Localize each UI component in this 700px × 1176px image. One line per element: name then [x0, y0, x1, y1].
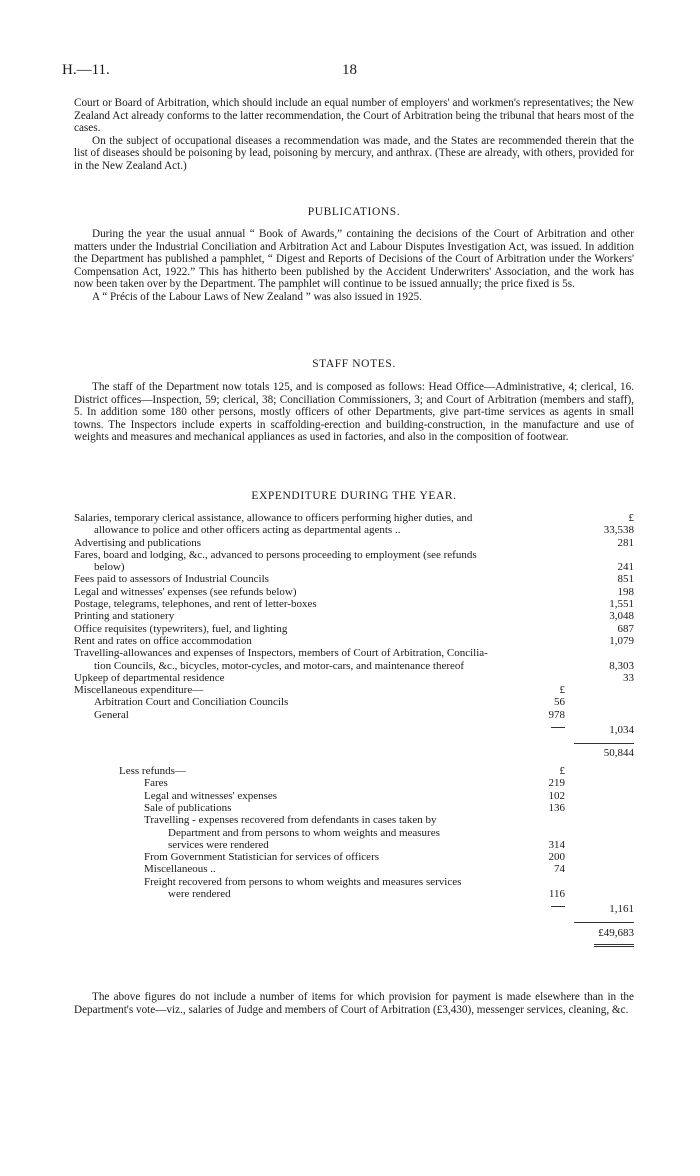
intro-paragraph-1: Court or Board of Arbitration, which should include an equal number of employers' and workmen's representatives; the New Zealand Act already conforms to the latter recommendation, the Court of Arbitration being the tribunal that hears most of the cases.	[74, 97, 634, 135]
pound-sign: £	[559, 765, 565, 778]
refunds-total: 1,161	[609, 903, 634, 916]
table-row	[74, 598, 634, 610]
table-row	[74, 610, 634, 622]
sum-rule	[574, 743, 634, 744]
item-label: Upkeep of departmental residence	[74, 671, 225, 684]
item-amount: 1,079	[609, 634, 634, 647]
table-row	[74, 863, 634, 875]
table-row	[74, 623, 634, 635]
item-label: Legal and witnesses' expenses	[144, 789, 278, 802]
table-row	[74, 672, 634, 684]
table-row	[74, 684, 634, 696]
table-row	[74, 537, 634, 549]
item-amount: 33	[623, 671, 634, 684]
intro-paragraph-2: On the subject of occupational diseases a recommendation was made, and the States are recommended therein that the list of diseases should be poisoning by lead, poisoning by mercury, and anthrax. (These are already, with others, provided for in the New Zealand Act.)	[74, 134, 634, 172]
double-rule	[594, 944, 634, 947]
item-label: Advertising and publications	[74, 536, 202, 549]
table-row	[74, 524, 634, 536]
table-row	[74, 916, 634, 942]
publications-paragraph-1: During the year the usual annual “ Book of Awards,” containing the decisions of the Court of Arbitration and other matters under the Industrial Conciliation and Arbitration Act and Labour Disputes Investigation Act, was issued. In addition the Department has published a pamphlet, “ Digest and Reports of Decisions of the Court of Arbitration under the Workers' Compensation Act, 1922.” This has hitherto been published by the Accident Underwriters' Association, and the work has now been taken over by the Department. The pamphlet will continue to be issued annually; the price fixed is 5s.	[74, 228, 634, 291]
item-label: allowance to police and other officers acting as departmental agents ..	[94, 524, 401, 537]
table-row	[74, 888, 634, 900]
intro-section	[74, 97, 634, 173]
item-label: Travelling-allowances and expenses of Inspectors, members of Court of Arbitration, Concilia-	[74, 647, 488, 660]
table-row	[74, 942, 634, 950]
item-amount: 102	[548, 789, 565, 802]
dash-rule	[551, 727, 565, 728]
pound-sign: £	[559, 684, 565, 697]
item-label: Rent and rates on office accommodation	[74, 634, 252, 647]
table-row	[74, 900, 634, 916]
expenditure-table	[74, 512, 634, 950]
table-row	[74, 635, 634, 647]
table-row	[74, 696, 634, 708]
item-amount: 241	[617, 561, 634, 574]
page-header	[62, 62, 638, 82]
item-label: Miscellaneous ..	[144, 863, 216, 876]
staff-paragraph: The staff of the Department now totals 125, and is composed as follows: Head Office—Administrative, 4; clerical, 16. District offices—Inspection, 59; clerical, 38; Conciliation Commissioners, 3; and Court of Arbitration (members and staff), 5. In addition some 180 other persons, mostly officers of other Departments, give part-time services as agents in small towns. The Inspectors include experts in scaffolding-erection and building-construction, in the manufacture and use of weights and measures and mechanical appliances as used in factories, and also in the composition of footwear.	[74, 381, 634, 444]
document-code: H.—11.	[62, 62, 110, 78]
table-row	[74, 790, 634, 802]
item-label: Miscellaneous expenditure—	[74, 684, 204, 697]
table-row	[74, 851, 634, 863]
item-amount: 3,048	[609, 610, 634, 623]
expenditure-note: The above figures do not include a number of items for which provision for payment is made elsewhere than in the Department's vote—viz., salaries of Judge and members of Court of Arbitration (£3,430), messenger services, cleaning, &c.	[74, 991, 634, 1016]
table-row	[74, 814, 634, 826]
table-row	[74, 512, 634, 524]
item-amount: 978	[548, 708, 565, 721]
table-row	[74, 765, 634, 777]
table-row	[74, 827, 634, 839]
item-label: Printing and stationery	[74, 610, 175, 623]
dash-rule	[551, 906, 565, 907]
item-label: Department and from persons to whom weights and measures	[168, 826, 440, 839]
refunds-label: Less refunds—	[119, 765, 186, 778]
item-label: Fees paid to assessors of Industrial Councils	[74, 573, 269, 586]
publications-paragraph-2: A “ Précis of the Labour Laws of New Zealand ” was also issued in 1925.	[92, 290, 422, 303]
item-label: Postage, telegrams, telephones, and rent of letter-boxes	[74, 598, 317, 611]
item-amount: 219	[548, 777, 565, 790]
item-amount: 56	[554, 696, 565, 709]
table-row	[74, 573, 634, 585]
sum-rule	[574, 922, 634, 923]
item-amount: 136	[548, 801, 565, 814]
table-row	[74, 802, 634, 814]
staff-heading: STAFF NOTES.	[312, 358, 396, 370]
item-amount: 8,303	[609, 659, 634, 672]
pound-sign: £	[628, 512, 634, 524]
table-row	[74, 737, 634, 761]
item-label: Travelling - expenses recovered from defendants in cases taken by	[144, 814, 437, 827]
table-row	[74, 586, 634, 598]
item-amount: 74	[554, 863, 565, 876]
item-label: were rendered	[168, 888, 231, 901]
item-label: Salaries, temporary clerical assistance, allowance to officers performing higher duties, and	[74, 512, 473, 524]
table-row	[74, 660, 634, 672]
item-label: Sale of publications	[144, 801, 232, 814]
net-total: £49,683	[598, 927, 634, 940]
item-label: Freight recovered from persons to whom weights and measures services	[144, 875, 462, 888]
table-row	[74, 561, 634, 573]
expenditure-heading: EXPENDITURE DURING THE YEAR.	[251, 490, 457, 502]
publications-section	[74, 228, 634, 304]
item-amount: 1,551	[609, 598, 634, 611]
item-label: Arbitration Court and Conciliation Councils	[94, 696, 289, 709]
item-label: General	[94, 708, 129, 721]
item-label: Fares, board and lodging, &c., advanced to persons proceeding to employment (see refunds	[74, 548, 477, 561]
item-label: Fares	[144, 777, 168, 790]
item-amount: 198	[617, 585, 634, 598]
item-amount: 314	[548, 838, 565, 851]
page-number: 18	[342, 62, 357, 78]
item-amount: 281	[617, 536, 634, 549]
item-label: From Government Statistician for services of officers	[144, 851, 380, 864]
table-row	[74, 721, 634, 737]
table-row	[74, 777, 634, 789]
table-row	[74, 876, 634, 888]
publications-heading: PUBLICATIONS.	[307, 206, 401, 218]
item-label: services were rendered	[168, 838, 269, 851]
item-label: tion Councils, &c., bicycles, motor-cycles, and motor-cars, and maintenance thereof	[94, 659, 465, 672]
table-row	[74, 709, 634, 721]
table-row	[74, 647, 634, 659]
item-amount: 33,538	[603, 524, 634, 537]
staff-section	[74, 381, 634, 444]
item-amount: 851	[617, 573, 634, 586]
item-label: Office requisites (typewriters), fuel, and lighting	[74, 622, 288, 635]
item-amount: 116	[548, 888, 565, 901]
table-row	[74, 549, 634, 561]
item-amount: 687	[617, 622, 634, 635]
gross-total: 50,844	[603, 747, 634, 760]
item-amount: 200	[548, 851, 565, 864]
item-label: below)	[94, 561, 125, 574]
subtotal-amount: 1,034	[609, 724, 634, 737]
table-row	[74, 839, 634, 851]
item-label: Legal and witnesses' expenses (see refunds below)	[74, 585, 297, 598]
